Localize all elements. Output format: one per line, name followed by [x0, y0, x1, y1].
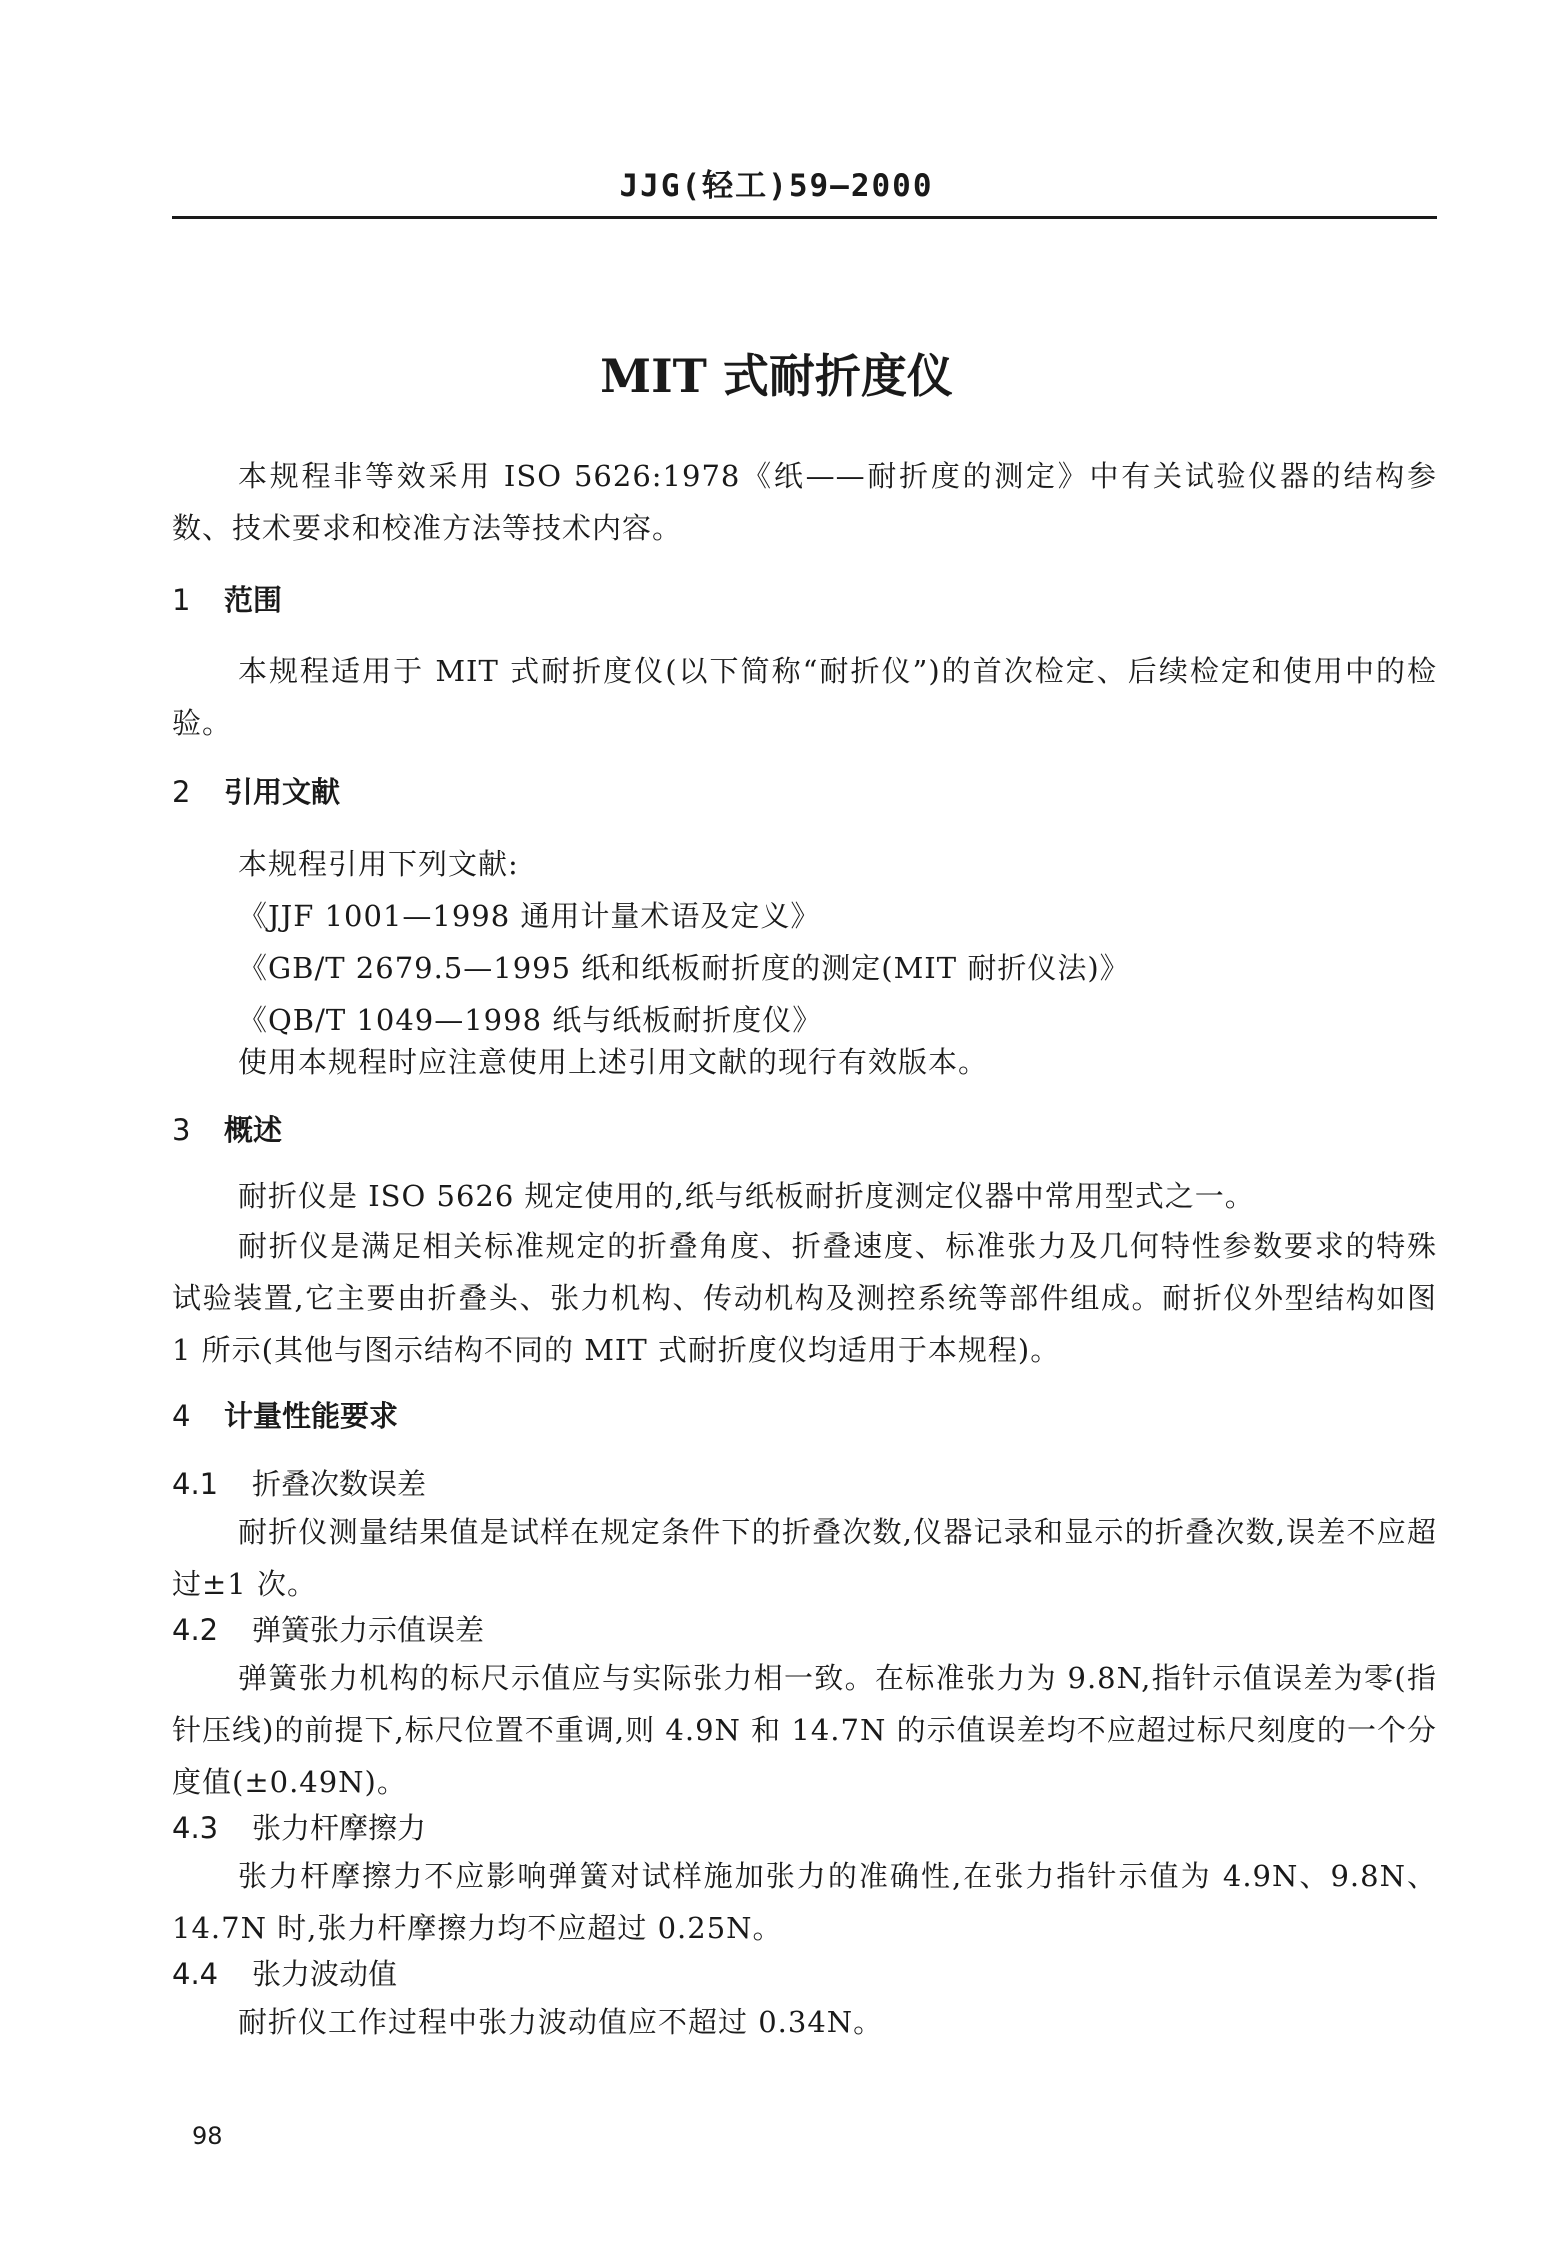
subsection-number: 4.1: [172, 1467, 219, 1501]
section-number: 1: [172, 583, 191, 617]
subsection-4-2-heading: [172, 1608, 484, 1649]
section-number: 4: [172, 1399, 191, 1433]
section-title: 计量性能要求: [224, 1399, 399, 1433]
subsection-4-3-heading: [172, 1806, 426, 1847]
section-title: 引用文献: [224, 775, 341, 809]
references-lead: 本规程引用下列文献:: [238, 847, 519, 881]
subsection-number: 4.2: [172, 1613, 219, 1647]
reference-item: 《QB/T 1049—1998 纸与纸板耐折度仪》: [238, 1003, 823, 1037]
reference-item: 《JJF 1001—1998 通用计量术语及定义》: [238, 899, 821, 933]
references-tail: 使用本规程时应注意使用上述引用文献的现行有效版本。: [238, 1045, 989, 1079]
subsection-4-3-body: 张力杆摩擦力不应影响弹簧对试样施加张力的准确性,在张力指针示值为 4.9N、9.8N、14.7N 时,张力杆摩擦力均不应超过 0.25N。: [172, 1859, 1437, 1945]
header-rule: [172, 216, 1437, 219]
subsection-4-2-body: 弹簧张力机构的标尺示值应与实际张力相一致。在标准张力为 9.8N,指针示值误差为零(指针压线)的前提下,标尺位置不重调,则 4.9N 和 14.7N 的示值误差均不应超过标尺刻度的一个分度值(±0.49N)。: [172, 1661, 1437, 1799]
section-3-paragraph-1: 耐折仪是 ISO 5626 规定使用的,纸与纸板耐折度测定仪器中常用型式之一。: [238, 1179, 1255, 1213]
section-3-heading: [172, 1108, 282, 1149]
running-header: JJG(轻工)59—2000: [619, 168, 934, 204]
subsection-title: 张力杆摩擦力: [252, 1811, 427, 1845]
page-number: 98: [192, 2122, 223, 2150]
section-1-body: 本规程适用于 MIT 式耐折度仪(以下简称“耐折仪”)的首次检定、后续检定和使用中的检验。: [172, 654, 1437, 740]
section-number: 3: [172, 1113, 191, 1147]
subsection-number: 4.4: [172, 1957, 219, 1991]
subsection-title: 折叠次数误差: [252, 1467, 427, 1501]
section-title: 范围: [224, 583, 283, 617]
intro-paragraph: 本规程非等效采用 ISO 5626:1978《纸——耐折度的测定》中有关试验仪器的结构参数、技术要求和校准方法等技术内容。: [172, 459, 1437, 545]
subsection-title: 弹簧张力示值误差: [252, 1613, 485, 1647]
subsection-4-1-body: 耐折仪测量结果值是试样在规定条件下的折叠次数,仪器记录和显示的折叠次数,误差不应超过±1 次。: [172, 1515, 1437, 1601]
section-1-heading: [172, 578, 282, 619]
section-number: 2: [172, 775, 191, 809]
subsection-4-4-body: 耐折仪工作过程中张力波动值应不超过 0.34N。: [238, 2005, 884, 2039]
reference-item: 《GB/T 2679.5—1995 纸和纸板耐折度的测定(MIT 耐折仪法)》: [238, 951, 1130, 985]
section-4-heading: [172, 1394, 398, 1435]
subsection-4-1-heading: [172, 1462, 426, 1503]
section-3-paragraph-2: 耐折仪是满足相关标准规定的折叠角度、折叠速度、标准张力及几何特性参数要求的特殊试验装置,它主要由折叠头、张力机构、传动机构及测控系统等部件组成。耐折仪外型结构如图 1 所示(其他与图示结构不同的 MIT 式耐折度仪均适用于本规程)。: [172, 1229, 1437, 1367]
subsection-number: 4.3: [172, 1811, 219, 1845]
subsection-title: 张力波动值: [252, 1957, 398, 1991]
section-title: 概述: [224, 1113, 283, 1147]
subsection-4-4-heading: [172, 1952, 397, 1993]
section-2-heading: [172, 770, 340, 811]
document-title: MIT 式耐折度仪: [600, 349, 953, 403]
